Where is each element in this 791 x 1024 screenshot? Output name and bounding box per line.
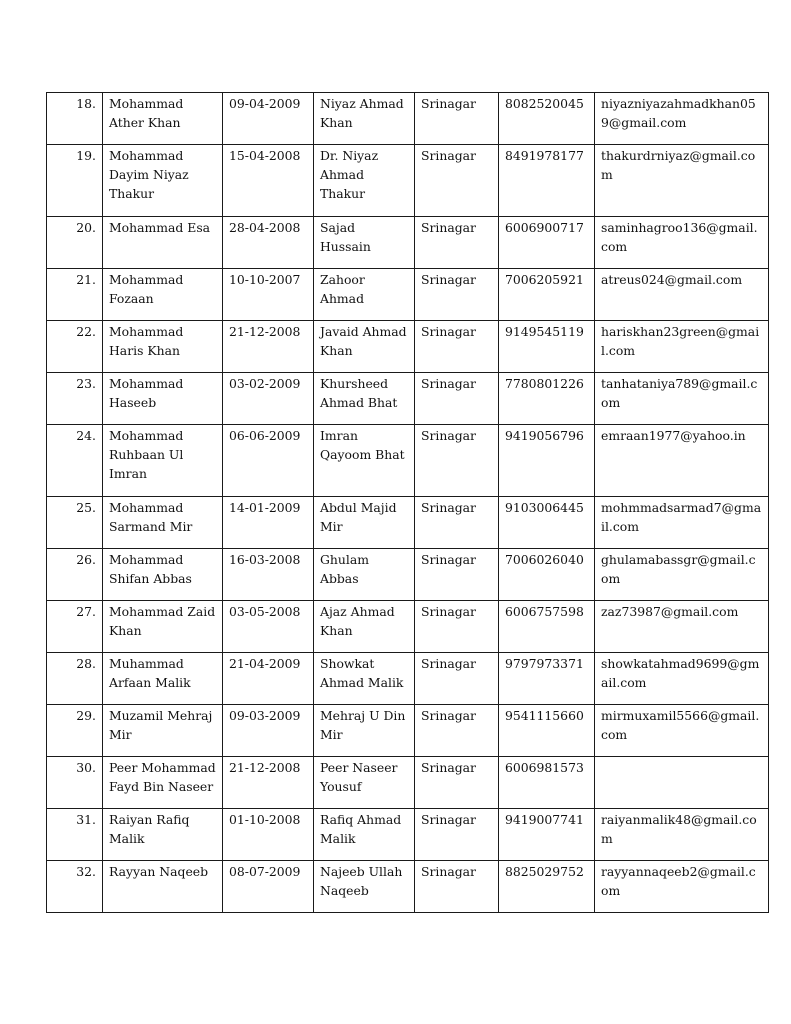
father-name-cell: Najeeb Ullah Naqeeb (314, 861, 415, 913)
serial-number-cell: 30. (47, 757, 103, 809)
email-cell: mirmuxamil5566@gmail.com (595, 705, 769, 757)
table-row (47, 93, 769, 145)
father-name-cell: Imran Qayoom Bhat (314, 425, 415, 497)
serial-number-cell: 32. (47, 861, 103, 913)
phone-number-cell: 8491978177 (499, 145, 595, 217)
father-name-cell: Peer Naseer Yousuf (314, 757, 415, 809)
student-name-cell: Rayyan Naqeeb (103, 861, 223, 913)
date-of-birth-cell: 06-06-2009 (223, 425, 314, 497)
serial-number-cell: 27. (47, 601, 103, 653)
email-cell: ghulamabassgr@gmail.com (595, 549, 769, 601)
student-table (46, 92, 769, 913)
student-name-cell: Mohammad Haris Khan (103, 321, 223, 373)
phone-number-cell: 6006757598 (499, 601, 595, 653)
date-of-birth-cell: 16-03-2008 (223, 549, 314, 601)
date-of-birth-cell: 08-07-2009 (223, 861, 314, 913)
place-cell: Srinagar (415, 653, 499, 705)
father-name-cell: Showkat Ahmad Malik (314, 653, 415, 705)
phone-number-cell: 7006205921 (499, 269, 595, 321)
phone-number-cell: 6006900717 (499, 217, 595, 269)
email-cell: saminhagroo136@gmail.com (595, 217, 769, 269)
student-name-cell: Muhammad Arfaan Malik (103, 653, 223, 705)
email-cell: rayyannaqeeb2@gmail.com (595, 861, 769, 913)
place-cell: Srinagar (415, 321, 499, 373)
serial-number-cell: 22. (47, 321, 103, 373)
serial-number-cell: 21. (47, 269, 103, 321)
date-of-birth-cell: 03-05-2008 (223, 601, 314, 653)
date-of-birth-cell: 14-01-2009 (223, 497, 314, 549)
serial-number-cell: 29. (47, 705, 103, 757)
date-of-birth-cell: 28-04-2008 (223, 217, 314, 269)
email-cell: showkatahmad9699@gmail.com (595, 653, 769, 705)
student-name-cell: Mohammad Haseeb (103, 373, 223, 425)
father-name-cell: Dr. Niyaz Ahmad Thakur (314, 145, 415, 217)
email-cell: tanhataniya789@gmail.com (595, 373, 769, 425)
place-cell: Srinagar (415, 757, 499, 809)
date-of-birth-cell: 21-12-2008 (223, 757, 314, 809)
serial-number-cell: 18. (47, 93, 103, 145)
father-name-cell: Zahoor Ahmad (314, 269, 415, 321)
phone-number-cell: 8082520045 (499, 93, 595, 145)
serial-number-cell: 19. (47, 145, 103, 217)
student-name-cell: Mohammad Ather Khan (103, 93, 223, 145)
place-cell: Srinagar (415, 269, 499, 321)
table-row (47, 861, 769, 913)
email-cell: hariskhan23green@gmail.com (595, 321, 769, 373)
table-row (47, 809, 769, 861)
student-name-cell: Mohammad Sarmand Mir (103, 497, 223, 549)
date-of-birth-cell: 15-04-2008 (223, 145, 314, 217)
student-name-cell: Mohammad Shifan Abbas (103, 549, 223, 601)
place-cell: Srinagar (415, 705, 499, 757)
email-cell: niyazniyazahmadkhan059@gmail.com (595, 93, 769, 145)
place-cell: Srinagar (415, 861, 499, 913)
place-cell: Srinagar (415, 217, 499, 269)
phone-number-cell: 9419007741 (499, 809, 595, 861)
father-name-cell: Rafiq Ahmad Malik (314, 809, 415, 861)
table-row (47, 425, 769, 497)
email-cell: zaz73987@gmail.com (595, 601, 769, 653)
email-cell: emraan1977@yahoo.in (595, 425, 769, 497)
father-name-cell: Niyaz Ahmad Khan (314, 93, 415, 145)
table-row (47, 321, 769, 373)
email-cell: mohmmadsarmad7@gmail.com (595, 497, 769, 549)
student-name-cell: Raiyan Rafiq Malik (103, 809, 223, 861)
email-cell: thakurdrniyaz@gmail.com (595, 145, 769, 217)
place-cell: Srinagar (415, 93, 499, 145)
serial-number-cell: 20. (47, 217, 103, 269)
phone-number-cell: 9797973371 (499, 653, 595, 705)
serial-number-cell: 23. (47, 373, 103, 425)
serial-number-cell: 31. (47, 809, 103, 861)
place-cell: Srinagar (415, 809, 499, 861)
date-of-birth-cell: 10-10-2007 (223, 269, 314, 321)
serial-number-cell: 24. (47, 425, 103, 497)
student-name-cell: Mohammad Fozaan (103, 269, 223, 321)
father-name-cell: Abdul Majid Mir (314, 497, 415, 549)
date-of-birth-cell: 21-04-2009 (223, 653, 314, 705)
table-body (47, 93, 769, 913)
table-row (47, 653, 769, 705)
father-name-cell: Javaid Ahmad Khan (314, 321, 415, 373)
table-row (47, 145, 769, 217)
student-name-cell: Mohammad Esa (103, 217, 223, 269)
date-of-birth-cell: 09-03-2009 (223, 705, 314, 757)
table-row (47, 705, 769, 757)
email-cell: raiyanmalik48@gmail.com (595, 809, 769, 861)
table-row (47, 757, 769, 809)
father-name-cell: Ajaz Ahmad Khan (314, 601, 415, 653)
table-row (47, 601, 769, 653)
place-cell: Srinagar (415, 497, 499, 549)
place-cell: Srinagar (415, 601, 499, 653)
student-name-cell: Muzamil Mehraj Mir (103, 705, 223, 757)
phone-number-cell: 9149545119 (499, 321, 595, 373)
phone-number-cell: 9541115660 (499, 705, 595, 757)
student-name-cell: Mohammad Dayim Niyaz Thakur (103, 145, 223, 217)
place-cell: Srinagar (415, 549, 499, 601)
email-cell: atreus024@gmail.com (595, 269, 769, 321)
date-of-birth-cell: 21-12-2008 (223, 321, 314, 373)
phone-number-cell: 6006981573 (499, 757, 595, 809)
serial-number-cell: 26. (47, 549, 103, 601)
student-name-cell: Mohammad Ruhbaan Ul Imran (103, 425, 223, 497)
phone-number-cell: 9419056796 (499, 425, 595, 497)
father-name-cell: Mehraj U Din Mir (314, 705, 415, 757)
serial-number-cell: 28. (47, 653, 103, 705)
place-cell: Srinagar (415, 425, 499, 497)
table-row (47, 549, 769, 601)
phone-number-cell: 7780801226 (499, 373, 595, 425)
place-cell: Srinagar (415, 373, 499, 425)
date-of-birth-cell: 01-10-2008 (223, 809, 314, 861)
father-name-cell: Khursheed Ahmad Bhat (314, 373, 415, 425)
father-name-cell: Sajad Hussain (314, 217, 415, 269)
date-of-birth-cell: 09-04-2009 (223, 93, 314, 145)
father-name-cell: Ghulam Abbas (314, 549, 415, 601)
table-row (47, 269, 769, 321)
place-cell: Srinagar (415, 145, 499, 217)
student-name-cell: Mohammad Zaid Khan (103, 601, 223, 653)
student-name-cell: Peer Mohammad Fayd Bin Naseer (103, 757, 223, 809)
phone-number-cell: 9103006445 (499, 497, 595, 549)
phone-number-cell: 8825029752 (499, 861, 595, 913)
email-cell (595, 757, 769, 809)
table-row (47, 373, 769, 425)
table-row (47, 497, 769, 549)
phone-number-cell: 7006026040 (499, 549, 595, 601)
date-of-birth-cell: 03-02-2009 (223, 373, 314, 425)
serial-number-cell: 25. (47, 497, 103, 549)
table-row (47, 217, 769, 269)
